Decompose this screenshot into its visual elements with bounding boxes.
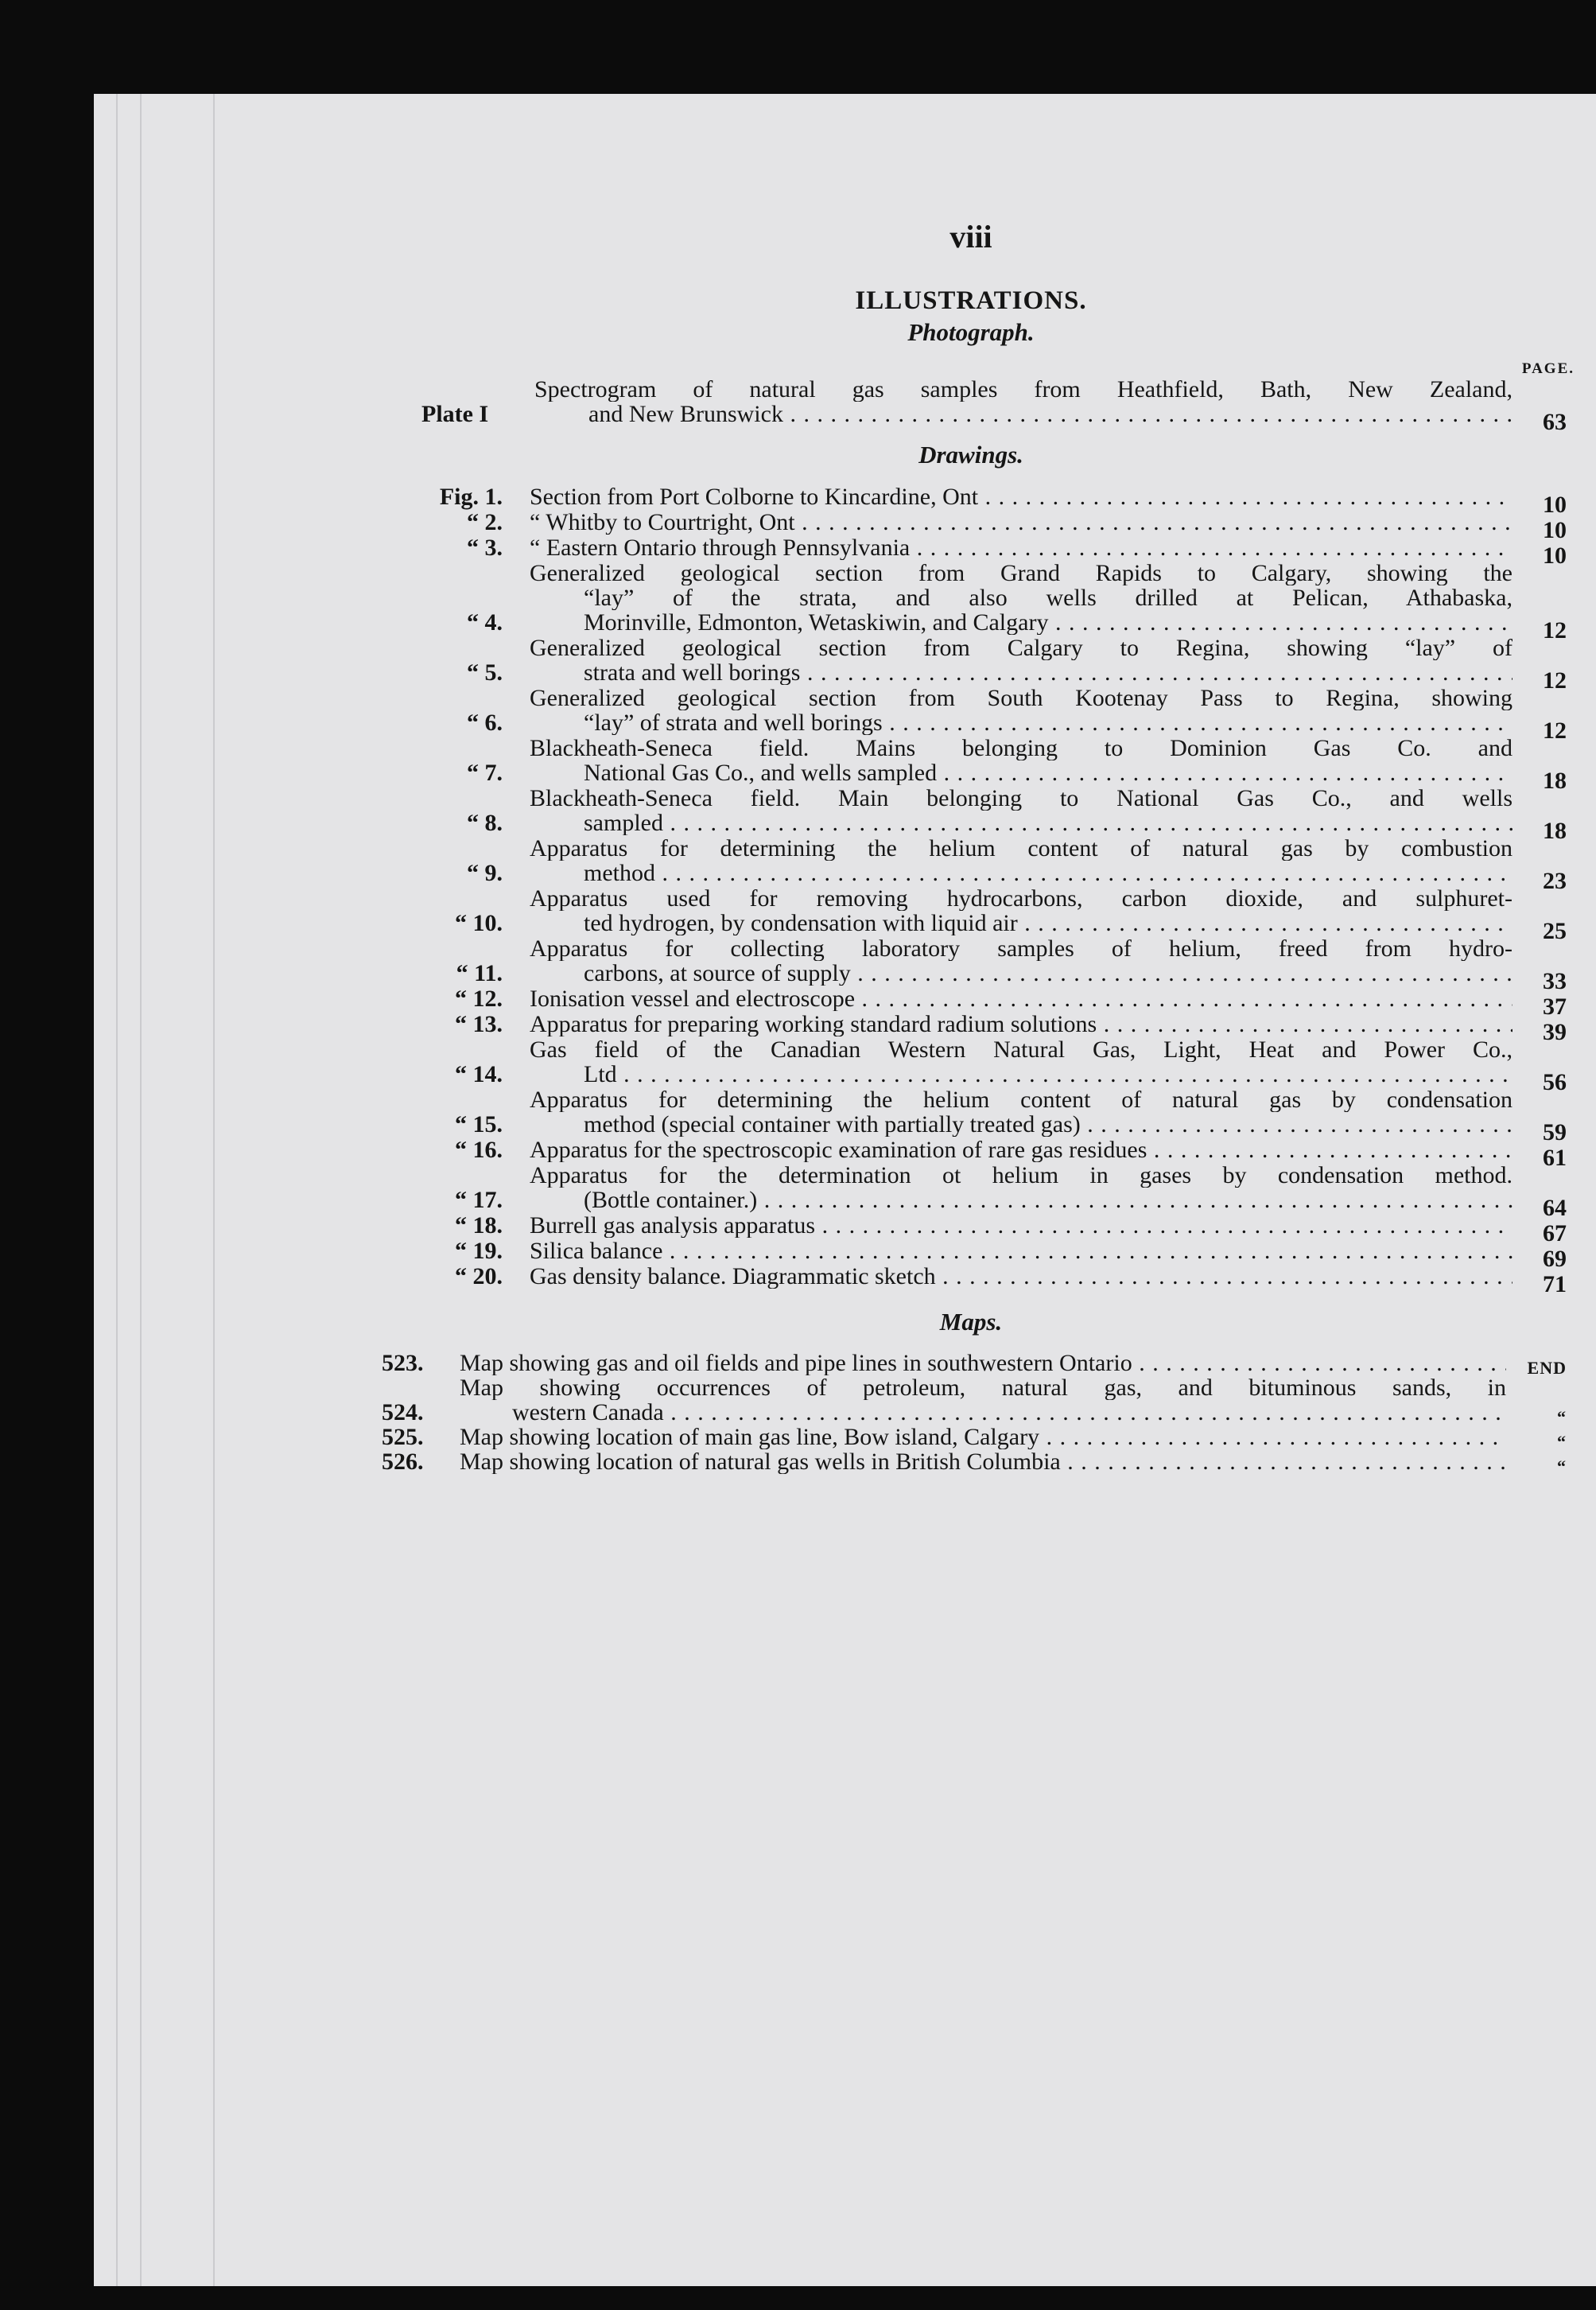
- entry-line: Map showing location of natural gas wells in British Columbia . . .: [460, 1449, 1506, 1474]
- entry-label: “ 14.: [455, 1061, 503, 1087]
- entry-label: “ 9.: [467, 860, 503, 886]
- page-number: viii: [949, 219, 992, 255]
- figure-entry: [421, 1212, 1567, 1246]
- entry-line: Morinville, Edmonton, Wetaskiwin, and Calgary . . .: [530, 610, 1513, 635]
- figure-entry: [421, 1087, 1567, 1145]
- entry-label: “ 16.: [455, 1137, 503, 1163]
- entry-line: Map showing location of main gas line, Bow island, Calgary . . .: [460, 1425, 1506, 1449]
- entry-label: Plate I: [421, 401, 489, 427]
- map-list: [382, 1350, 1567, 1476]
- entry-description: [460, 1449, 1516, 1474]
- figure-entry: [421, 836, 1567, 894]
- entry-description: [530, 886, 1522, 935]
- entry-description: [530, 936, 1522, 986]
- figure-entry: [421, 484, 1567, 518]
- entry-label: “ 13.: [455, 1011, 503, 1037]
- entry-label: Fig. 1.: [439, 484, 503, 510]
- figure-entry: [421, 636, 1567, 694]
- entry-page-number: 63: [1543, 409, 1567, 435]
- figure-entry: [421, 1011, 1567, 1045]
- figure-entry: [421, 736, 1567, 794]
- page-title: ILLUSTRATIONS.: [855, 286, 1087, 315]
- entry-page-number: “: [1557, 1456, 1567, 1476]
- entry-line: Blackheath-Seneca field. Main belonging to National Gas Co., and wells: [530, 786, 1513, 811]
- entry-description: [530, 1239, 1522, 1263]
- entry-line: National Gas Co., and wells sampled . . .: [530, 760, 1513, 785]
- entry-line: strata and well borings . . .: [530, 660, 1513, 685]
- entry-description: [530, 561, 1522, 635]
- figure-entry: [421, 1163, 1567, 1221]
- entry-line: Ltd . . .: [530, 1062, 1513, 1087]
- entry-line: Generalized geological section from South Kootenay Pass to Regina, showing: [530, 686, 1513, 710]
- entry-line: Apparatus for the spectroscopic examination of rare gas residues . . .: [530, 1138, 1513, 1162]
- figure-entry: [421, 886, 1567, 944]
- entry-description: [530, 1087, 1522, 1137]
- entry-page-number: 18: [1543, 768, 1567, 794]
- entry-page-number: 59: [1543, 1119, 1567, 1145]
- entry-page-number: 37: [1543, 994, 1567, 1020]
- entry-description: [530, 510, 1522, 535]
- entry-page-number: 12: [1543, 667, 1567, 694]
- entry-line: Map showing occurrences of petroleum, natural gas, and bituminous sands, in: [460, 1375, 1506, 1400]
- entry-page-number: 25: [1543, 918, 1567, 944]
- figure-entry: [421, 986, 1567, 1020]
- figure-entry: [421, 561, 1567, 644]
- entry-page-number: 69: [1543, 1246, 1567, 1272]
- entry-line: “lay” of strata and well borings . . .: [530, 710, 1513, 735]
- entry-line: Apparatus for determining the helium content of natural gas by condensation: [530, 1087, 1513, 1112]
- entry-line: sampled . . .: [530, 811, 1513, 835]
- figure-entry: [421, 786, 1567, 844]
- photograph-list: [421, 377, 1567, 435]
- entry-page-number: 18: [1543, 818, 1567, 844]
- entry-line: Apparatus used for removing hydrocarbons, carbon dioxide, and sulphuret-: [530, 886, 1513, 911]
- maps-heading: Maps.: [939, 1308, 1003, 1336]
- entry-line: method . . .: [530, 861, 1513, 885]
- entry-label: “ 5.: [467, 659, 503, 686]
- entry-page-number: 67: [1543, 1220, 1567, 1246]
- entry-line: method (special container with partially treated gas) . . .: [530, 1112, 1513, 1137]
- entry-label: “ 18.: [455, 1212, 503, 1239]
- entry-line: Blackheath-Seneca field. Mains belonging to Dominion Gas Co. and: [530, 736, 1513, 760]
- entry-line: Map showing gas and oil fields and pipe lines in southwestern Ontario . . .: [460, 1351, 1506, 1375]
- entry-line: Generalized geological section from Grand Rapids to Calgary, showing the: [530, 561, 1513, 585]
- entry-description: [530, 1163, 1522, 1212]
- entry-line: Gas density balance. Diagrammatic sketch . . .: [530, 1264, 1513, 1289]
- scanned-page: [94, 94, 1596, 2286]
- entry-description: [530, 986, 1522, 1011]
- entry-label: 524.: [382, 1399, 424, 1425]
- drawings-heading: Drawings.: [918, 441, 1023, 469]
- map-entry: [382, 1350, 1567, 1378]
- entry-line: Apparatus for the determination ot helium in gases by condensation method.: [530, 1163, 1513, 1188]
- entry-description: [530, 736, 1522, 785]
- entry-line: carbons, at source of supply . . .: [530, 961, 1513, 986]
- entry-label: “ 2.: [467, 509, 503, 535]
- entry-description: [530, 1264, 1522, 1289]
- entry-page-number: 12: [1543, 718, 1567, 744]
- entry-page-number: 23: [1543, 868, 1567, 894]
- figure-entry: [421, 686, 1567, 744]
- map-entry: [382, 1449, 1567, 1476]
- entry-label: “ 20.: [455, 1263, 503, 1289]
- entry-page-number: END: [1527, 1358, 1567, 1378]
- entry-description: [530, 1138, 1522, 1162]
- entry-page-number: 10: [1543, 542, 1567, 569]
- map-entry: [382, 1375, 1567, 1427]
- entry-label: “ 6.: [467, 710, 503, 736]
- entry-label: 523.: [382, 1350, 424, 1376]
- entry-label: “ 19.: [455, 1238, 503, 1264]
- entry-label: 526.: [382, 1449, 424, 1475]
- entry-page-number: 39: [1543, 1019, 1567, 1045]
- figure-entry: [421, 1137, 1567, 1171]
- entry-line: Silica balance . . .: [530, 1239, 1513, 1263]
- entry-description: [530, 1012, 1522, 1036]
- entry-page-number: 12: [1543, 617, 1567, 644]
- entry-line: “ Whitby to Courtright, Ont . . .: [530, 510, 1513, 535]
- entry-description: [534, 377, 1522, 426]
- entry-label: “ 7.: [467, 760, 503, 786]
- entry-line: western Canada . . .: [460, 1400, 1506, 1425]
- page-edge-line: [213, 94, 215, 2286]
- entry-line: Gas field of the Canadian Western Natural Gas, Light, Heat and Power Co.,: [530, 1037, 1513, 1062]
- entry-label: 525.: [382, 1424, 424, 1450]
- entry-label: “ 8.: [467, 810, 503, 836]
- page-column-label: PAGE.: [1521, 360, 1575, 377]
- entry-line: Apparatus for collecting laboratory samples of helium, freed from hydro-: [530, 936, 1513, 961]
- figure-entry: [421, 936, 1567, 994]
- entry-label: “ 17.: [455, 1187, 503, 1213]
- entry-description: [530, 1037, 1522, 1087]
- entry-page-number: 10: [1543, 517, 1567, 543]
- entry-page-number: “: [1557, 1407, 1567, 1427]
- entry-description: [460, 1425, 1516, 1449]
- entry-line: Generalized geological section from Calgary to Regina, showing “lay” of: [530, 636, 1513, 660]
- page-content: [382, 213, 1575, 1476]
- page-edge-line: [140, 94, 142, 2286]
- figure-list: [421, 484, 1567, 1297]
- figure-entry: [421, 1037, 1567, 1095]
- entry-label: “ 10.: [455, 910, 503, 936]
- entry-page-number: 33: [1543, 968, 1567, 994]
- figure-entry: [421, 1238, 1567, 1272]
- map-entry: [382, 1424, 1567, 1452]
- entry-description: [530, 484, 1522, 509]
- entry-description: [460, 1375, 1516, 1425]
- figure-entry: [421, 509, 1567, 543]
- figure-entry: [421, 1263, 1567, 1297]
- page-edge-line: [116, 94, 118, 2286]
- entry-page-number: “: [1557, 1432, 1567, 1452]
- figure-entry: [421, 535, 1567, 569]
- entry-page-number: 61: [1543, 1145, 1567, 1171]
- entry-page-number: 56: [1543, 1069, 1567, 1095]
- entry-line: ted hydrogen, by condensation with liquid air . . .: [530, 911, 1513, 935]
- entry-label: “ 4.: [467, 609, 503, 636]
- entry-page-number: 64: [1543, 1195, 1567, 1221]
- entry-line: Apparatus for determining the helium content of natural gas by combustion: [530, 836, 1513, 861]
- photograph-heading: Photograph.: [907, 318, 1035, 346]
- entry-description: [530, 686, 1522, 735]
- entry-page-number: 10: [1543, 492, 1567, 518]
- entry-line: (Bottle container.) . . .: [530, 1188, 1513, 1212]
- entry-line: Spectrogram of natural gas samples from Heathfield, Bath, New Zealand,: [534, 377, 1513, 402]
- entry-description: [530, 535, 1522, 560]
- entry-line: Section from Port Colborne to Kincardine, Ont . . .: [530, 484, 1513, 509]
- entry-label: “ 15.: [455, 1111, 503, 1138]
- entry-description: [530, 1213, 1522, 1238]
- entry-line: and New Brunswick . . .: [534, 402, 1513, 426]
- entry-line: Apparatus for preparing working standard radium solutions . . .: [530, 1012, 1513, 1036]
- entry-page-number: 71: [1543, 1271, 1567, 1297]
- entry-line: “ Eastern Ontario through Pennsylvania . . .: [530, 535, 1513, 560]
- entry-line: Burrell gas analysis apparatus . . .: [530, 1213, 1513, 1238]
- entry-description: [530, 786, 1522, 835]
- entry-label: “ 11.: [456, 960, 503, 986]
- photograph-entry: [421, 377, 1567, 435]
- entry-description: [530, 636, 1522, 685]
- entry-label: “ 3.: [467, 535, 503, 561]
- entry-line: “lay” of the strata, and also wells drilled at Pelican, Athabaska,: [584, 585, 1513, 610]
- entry-description: [460, 1351, 1516, 1375]
- entry-description: [530, 836, 1522, 885]
- entry-line: Ionisation vessel and electroscope . . .: [530, 986, 1513, 1011]
- entry-label: “ 12.: [455, 986, 503, 1012]
